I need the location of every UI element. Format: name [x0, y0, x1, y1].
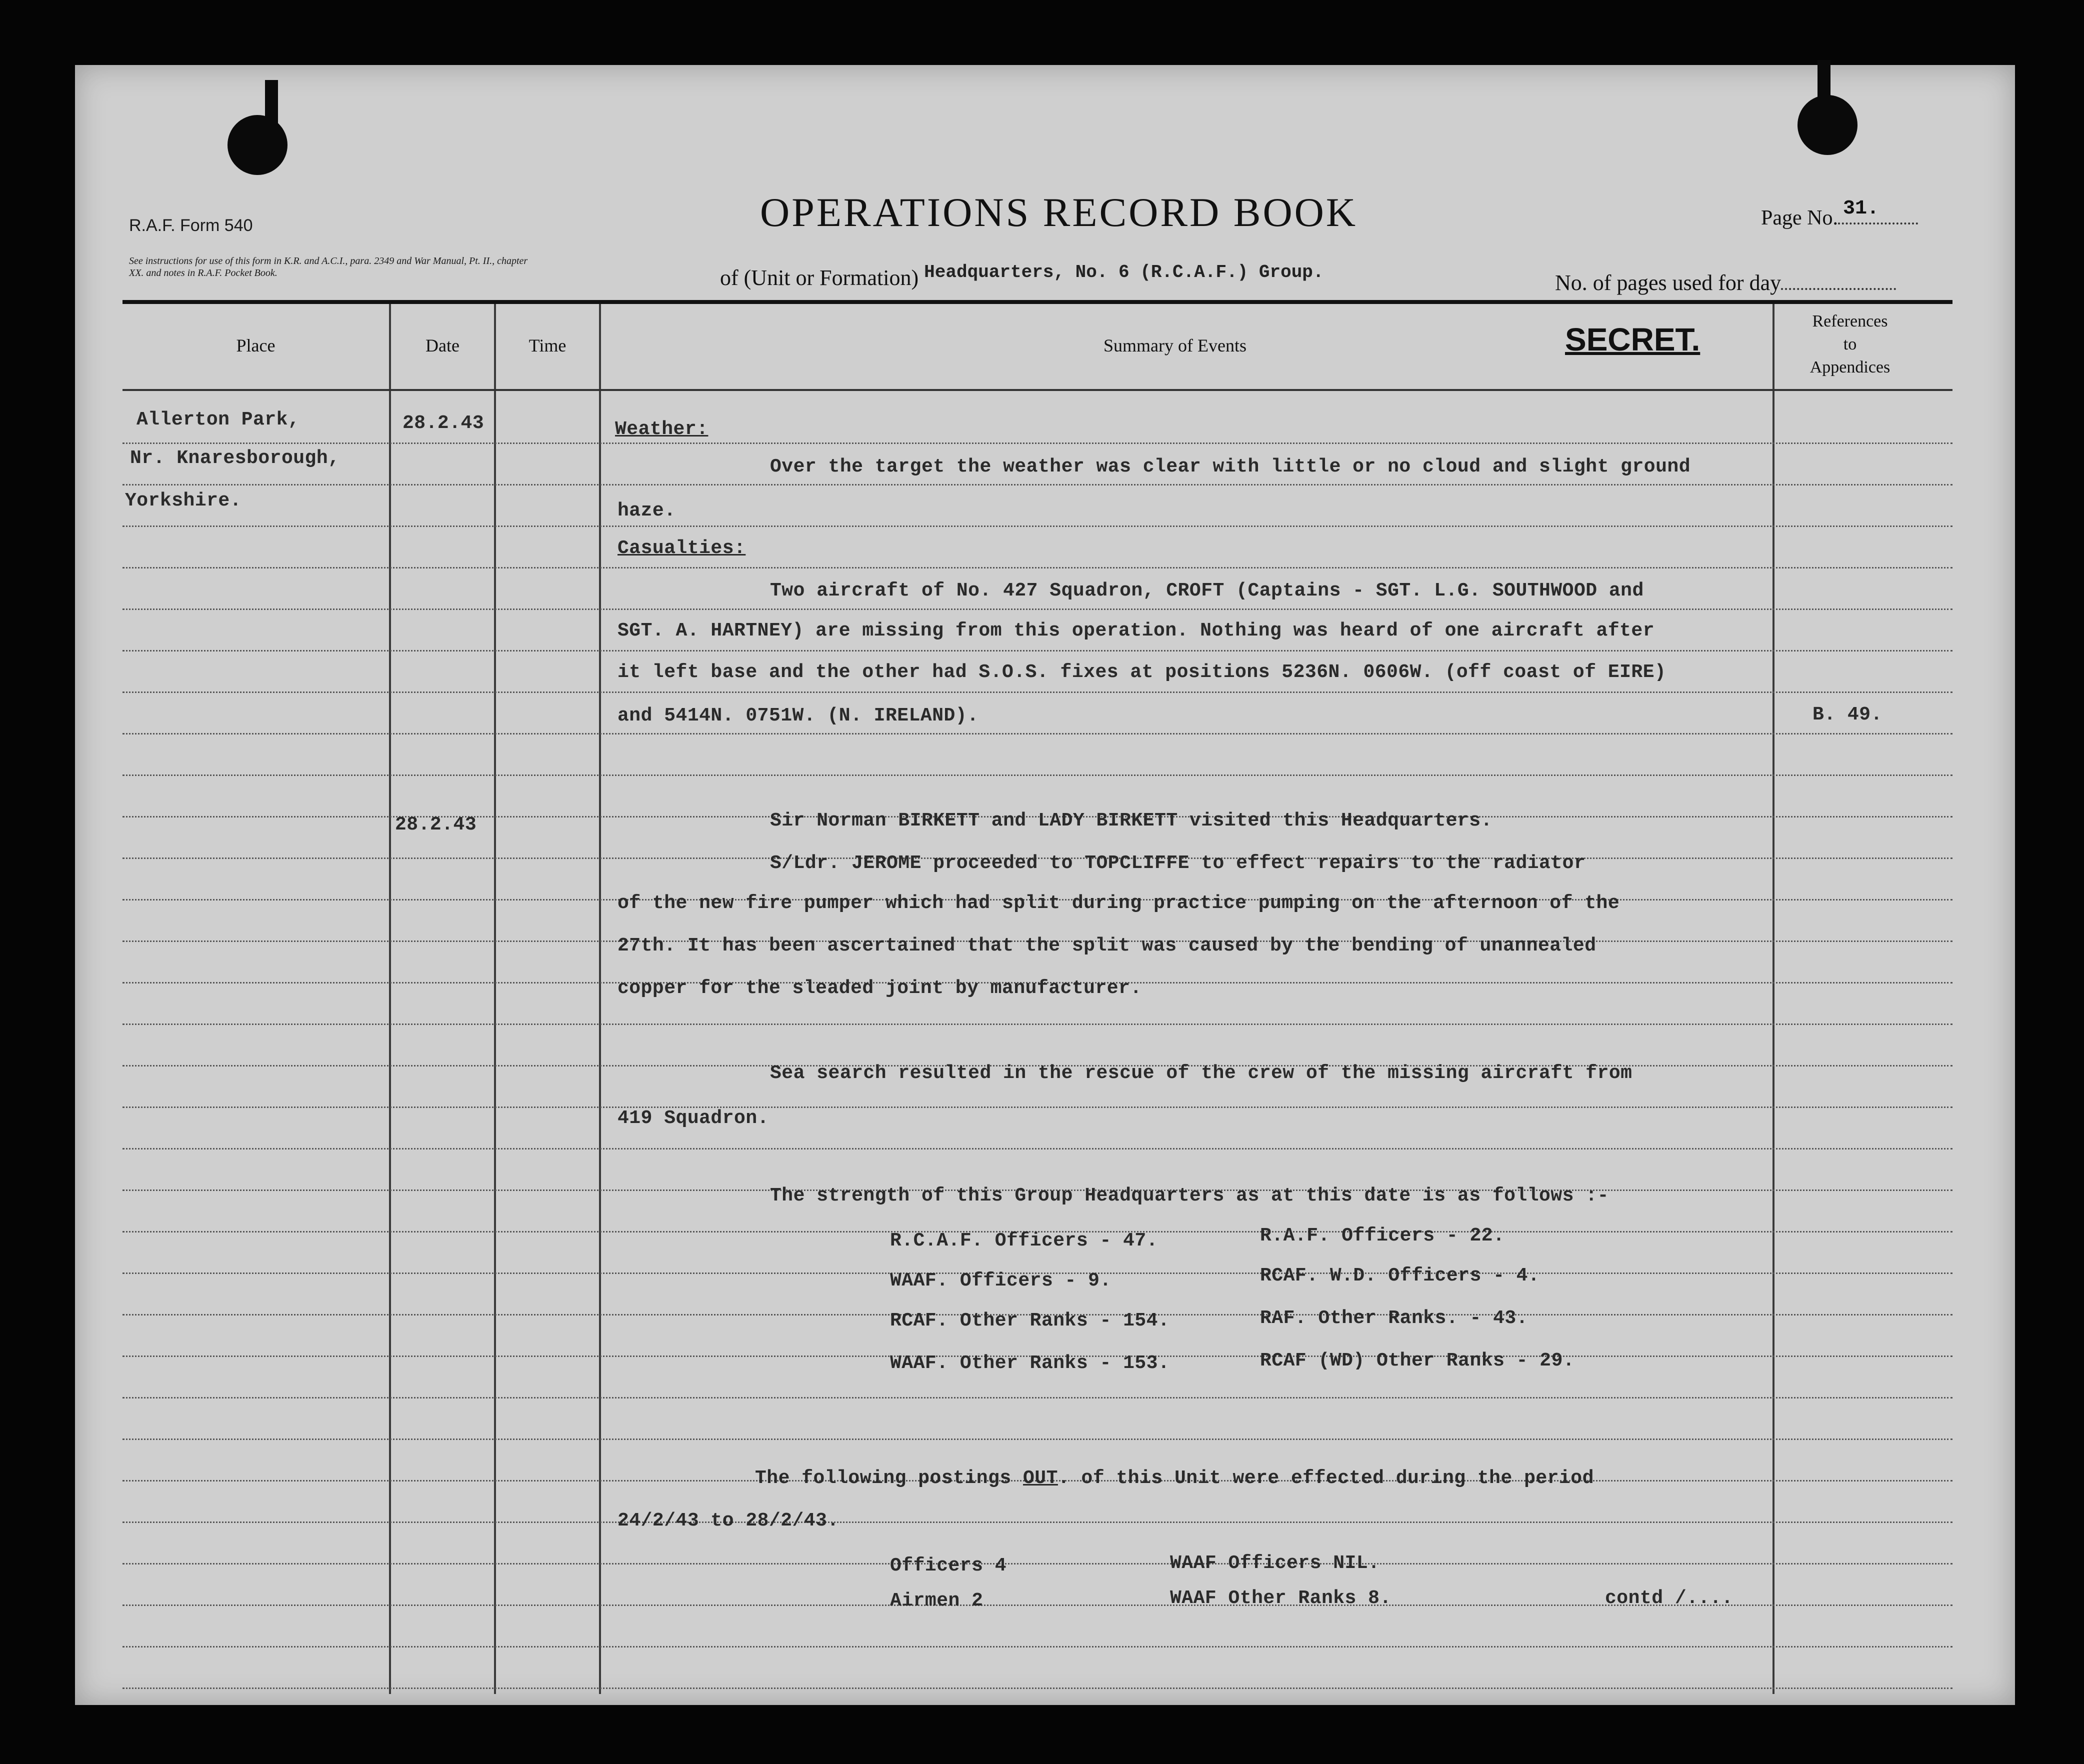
- pages-used-field: [1555, 270, 1896, 296]
- header-place: Place: [236, 336, 276, 356]
- form-number: R.A.F. Form 540: [129, 216, 253, 235]
- punch-hole-left: [228, 115, 288, 175]
- postings-line-1-start: The following postings: [755, 1468, 1023, 1489]
- header-time: Time: [528, 336, 566, 356]
- header-ref-line3: Appendices: [1810, 358, 1890, 376]
- postings-out: OUT: [1023, 1468, 1058, 1489]
- postings-line-2: 24/2/43 to 28/2/43.: [618, 1510, 839, 1532]
- continued-note: contd /....: [1605, 1588, 1734, 1609]
- header-ref-line1: References: [1812, 312, 1888, 330]
- appendix-reference-1: B. 49.: [1812, 704, 1882, 726]
- weather-heading: Weather:: [615, 418, 708, 440]
- column-divider-place: [389, 304, 391, 1694]
- strength-rcaf-wd-other-ranks: RCAF (WD) Other Ranks - 29.: [1260, 1350, 1575, 1372]
- postings-officers: Officers 4: [890, 1555, 1007, 1576]
- ruled-line: [122, 1438, 1952, 1440]
- page-number-dots: [1838, 222, 1918, 224]
- date-2: 28.2.43: [395, 814, 477, 836]
- repair-line-3: 27th. It has been ascertained that the split was caused by the bending of unannealed: [618, 935, 1596, 956]
- postings-airmen: Airmen 2: [890, 1590, 984, 1612]
- ruled-line: [122, 1688, 1952, 1689]
- strength-intro: The strength of this Group Headquarters as at this date is as follows :-: [770, 1185, 1609, 1206]
- weather-line-1: Over the target the weather was clear with little or no cloud and slight ground: [770, 456, 1690, 478]
- ruled-line: [122, 1148, 1952, 1150]
- ruled-line: [122, 1646, 1952, 1648]
- table-top-rule: [122, 300, 1952, 304]
- ruled-line: [122, 774, 1952, 776]
- casualties-line-2: SGT. A. HARTNEY) are missing from this operation. Nothing was heard of one aircraft after: [618, 620, 1655, 642]
- strength-waaf-officers: WAAF. Officers - 9.: [890, 1270, 1112, 1292]
- repair-line-1: S/Ldr. JEROME proceeded to TOPCLIFFE to effect repairs to the radiator: [770, 852, 1586, 874]
- header-ref-line2: to: [1843, 335, 1857, 354]
- page-title: OPERATIONS RECORD BOOK: [760, 190, 1358, 235]
- weather-line-2: haze.: [618, 500, 676, 522]
- ruled-line: [122, 1563, 1952, 1564]
- strength-raf-officers: R.A.F. Officers - 22.: [1260, 1225, 1505, 1246]
- repair-line-2: of the new fire pumper which had split during practice pumping on the afternoon of the: [618, 892, 1620, 914]
- pages-used-dots: [1781, 287, 1896, 290]
- page-number-label: Page No.: [1761, 206, 1838, 230]
- strength-rcaf-officers: R.C.A.F. Officers - 47.: [890, 1230, 1158, 1252]
- casualties-line-1: Two aircraft of No. 427 Squadron, CROFT (Captains - SGT. L.G. SOUTHWOOD and: [770, 580, 1644, 602]
- place-line-2: Nr. Knaresborough,: [130, 448, 340, 469]
- page-number-value: 31.: [1842, 198, 1879, 220]
- place-line-1: Allerton Park,: [136, 409, 300, 430]
- ruled-line: [122, 733, 1952, 734]
- ruled-line: [122, 442, 1952, 444]
- strength-waaf-other-ranks: WAAF. Other Ranks - 153.: [890, 1352, 1170, 1374]
- strength-rcaf-wd-officers: RCAF. W.D. Officers - 4.: [1260, 1265, 1540, 1286]
- strength-raf-other-ranks: RAF. Other Ranks. - 43.: [1260, 1308, 1528, 1329]
- strength-rcaf-other-ranks: RCAF. Other Ranks - 154.: [890, 1310, 1170, 1332]
- ruled-line: [122, 526, 1952, 527]
- secret-stamp: SECRET.: [1565, 322, 1700, 358]
- form-instructions: See instructions for use of this form in K.R. and A.C.I., para. 2349 and War Manual, Pt. II., chapter XX. and notes in R.A.F. Pocket Book.: [129, 256, 528, 278]
- ruled-line: [122, 1106, 1952, 1108]
- postings-waaf-other-ranks: WAAF Other Ranks 8.: [1170, 1588, 1392, 1609]
- casualties-heading: Casualties:: [618, 538, 746, 559]
- column-divider-date: [494, 304, 496, 1694]
- ruled-line: [122, 692, 1952, 693]
- ruled-line: [122, 1397, 1952, 1398]
- sea-search-line-1: Sea search resulted in the rescue of the crew of the missing aircraft from: [770, 1062, 1632, 1084]
- record-sheet: [75, 65, 2015, 1705]
- unit-value: Headquarters, No. 6 (R.C.A.F.) Group.: [924, 262, 1324, 282]
- unit-label: of (Unit or Formation): [720, 266, 919, 290]
- header-summary: Summary of Events: [1104, 336, 1246, 356]
- header-bottom-rule: [122, 389, 1952, 391]
- postings-line-1: [755, 1468, 1594, 1489]
- ruled-line: [122, 1522, 1952, 1523]
- place-line-3: Yorkshire.: [125, 490, 242, 512]
- column-divider-time: [599, 304, 601, 1694]
- header-date: Date: [426, 336, 460, 356]
- visit-line-1: Sir Norman BIRKETT and LADY BIRKETT visited this Headquarters.: [770, 810, 1492, 832]
- header-references: [1775, 310, 1925, 379]
- pages-used-label: No. of pages used for day: [1555, 270, 1782, 295]
- ruled-line: [122, 650, 1952, 652]
- postings-line-1-end: . of this Unit were effected during the period: [1058, 1468, 1594, 1489]
- unit-field: [720, 262, 1324, 290]
- postings-waaf-officers: WAAF Officers NIL.: [1170, 1552, 1380, 1574]
- punch-hole-right: [1798, 95, 1858, 155]
- sea-search-line-2: 419 Squadron.: [618, 1108, 769, 1129]
- ruled-line: [122, 1024, 1952, 1025]
- ruled-line: [122, 567, 1952, 568]
- ruled-line: [122, 608, 1952, 610]
- repair-line-4: copper for the sleaded joint by manufacturer.: [618, 978, 1142, 999]
- page-number-field: [1761, 198, 1879, 231]
- casualties-line-4: and 5414N. 0751W. (N. IRELAND).: [618, 705, 979, 726]
- casualties-line-3: it left base and the other had S.O.S. fixes at positions 5236N. 0606W. (off coast of EIRE): [618, 662, 1666, 683]
- ruled-line: [122, 484, 1952, 486]
- column-divider-summary: [1772, 304, 1774, 1694]
- date-1: 28.2.43: [402, 412, 484, 434]
